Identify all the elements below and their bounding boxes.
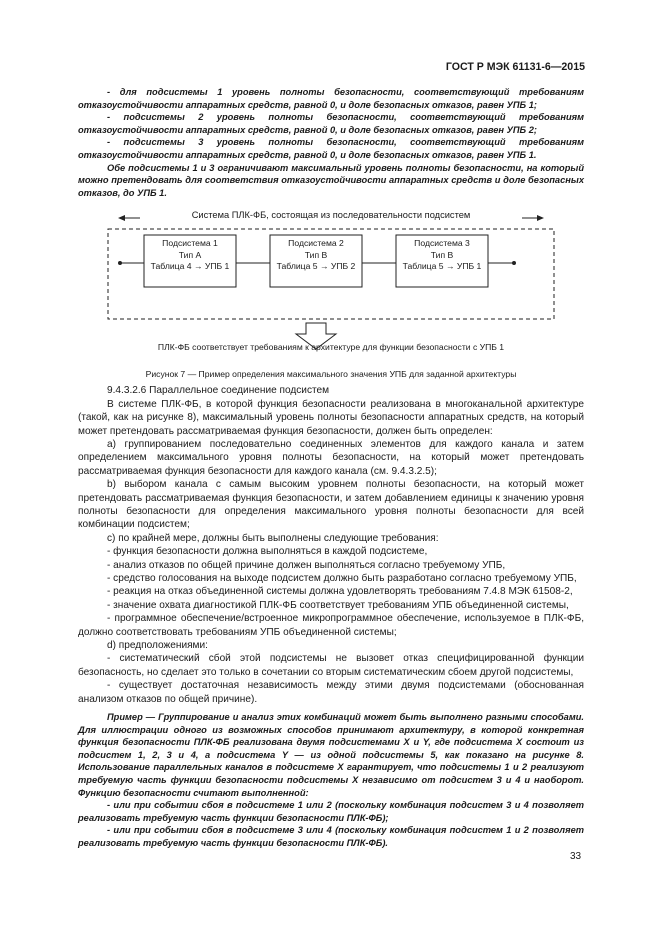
body-paragraph: - реакция на отказ объединенной системы должна удовлетворять требованиям 7.4.8 МЭК 61508-2, [107, 586, 573, 598]
section-body [78, 384, 584, 706]
subsystem-table: Таблица 5 → УПБ 1 [402, 261, 482, 272]
subsystem-table: Таблица 5 → УПБ 2 [276, 261, 356, 272]
subsystem-type: Тип B [430, 249, 454, 260]
body-paragraph: - анализ отказов по общей причине должен выполняться согласно требуемому УПБ, [107, 559, 506, 571]
intro-list [78, 86, 584, 199]
body-paragraph: - программное обеспечение/встроенное микропрограммное обеспечение, используемое в ПЛК-ФБ, должно соответствовать требованиям УПБ объединенной системы; [78, 613, 584, 638]
subsystem-name: Подсистема 1 [162, 238, 218, 249]
subsystem-2-text [270, 238, 362, 273]
body-paragraph: c) по крайней мере, должны быть выполнены следующие требования: [107, 532, 439, 544]
left-arrowhead [118, 215, 125, 221]
body-paragraph: - средство голосования на выходе подсистем должно быть разработано согласно требуемому УПБ, [107, 573, 577, 585]
figure-7-diagram [78, 205, 584, 363]
page-content [78, 86, 584, 850]
example-item: - или при событии сбоя в подсистеме 3 или 4 (поскольку комбинация подсистем 1 и 2 позволяет реализовать требуемую часть функции безопасности ПЛК-ФБ). [78, 825, 584, 849]
example-paragraph: Пример — Группирование и анализ этих комбинаций может быть выполнено разными способами. Для иллюстрации одного из возможных способов принимают архитектуру, в которой конкретная функция безопасности ПЛК-ФБ реализована двумя подсистемами X и Y, где подсистема X состоит из подсистем 1, 2, 3 и 4, а подсистема Y — из одной подсистемы 5, как показано на рисунке 8. Использование параллельных каналов в подсистеме X гарантирует, что подсистемы 1 и 2 реализуют требуемую часть функции безопасности подсистемы X независимо от подсистем 3 и 4 и наоборот. Функцию безопасности считают выполненной: [78, 712, 584, 798]
input-dot [118, 261, 122, 265]
body-paragraph: - функция безопасности должна выполняться в каждой подсистеме, [107, 546, 428, 558]
subsystem-type: Тип A [178, 249, 202, 260]
subsystem-name: Подсистема 2 [288, 238, 344, 249]
subsystem-name: Подсистема 3 [414, 238, 470, 249]
figure-caption: Рисунок 7 — Пример определения максимального значения УПБ для заданной архитектуры [145, 369, 517, 380]
body-paragraph: В системе ПЛК-ФБ, в которой функция безопасности реализована в многоканальной архитектуре (такой, как на рисунке 8), максимальный уровень полноты безопасности аппаратных средств, на который может претендовать рассматриваемая функция безопасности, должен быть определен: [78, 398, 584, 437]
subsystem-table: Таблица 4 → УПБ 1 [150, 261, 230, 272]
page-number: 33 [570, 851, 582, 862]
body-paragraph: d) предположениями: [107, 640, 208, 652]
compliance-statement: ПЛК-ФБ соответствует требованиям к архитектуре для функции безопасности с УПБ 1 [157, 342, 505, 353]
right-arrowhead [537, 215, 544, 221]
subsystem-type: Тип B [304, 249, 328, 260]
diagram-graphics [78, 205, 584, 363]
subsystem-3-text [396, 238, 488, 273]
intro-item: - для подсистемы 1 уровень полноты безопасности, соответствующий требованиям отказоустойчивости аппаратных средств, равной 0, и доле безопасных отказов, равен УПБ 1; [78, 87, 584, 110]
example-block [78, 711, 584, 850]
body-paragraph: a) группированием последовательно соединенных элементов для каждого канала и затем определением максимального уровня полноты безопасности, на который может претендовать рассматриваемая функция безопасности для каждого канала (см. 9.4.3.2.5); [78, 438, 584, 477]
example-item: - или при событии сбоя в подсистеме 1 или 2 (поскольку комбинация подсистем 3 и 4 позволяет реализовать требуемую часть функции безопасности ПЛК-ФБ); [78, 800, 584, 823]
system-label: Система ПЛК-ФБ, состоящая из последовательности подсистем [191, 210, 471, 221]
intro-item: - подсистемы 2 уровень полноты безопасности, соответствующий требованиям отказоустойчивости аппаратных средств, равной 0, и доле безопасных отказов, равен УПБ 2; [78, 112, 584, 135]
intro-item: - подсистемы 3 уровень полноты безопасности, соответствующий требованиям отказоустойчивости аппаратных средств, равной 0, и доле безопасных отказов, равен УПБ 1. [78, 137, 584, 160]
body-paragraph: - значение охвата диагностикой ПЛК-ФБ соответствует требованиям УПБ объединенной системы, [107, 599, 569, 611]
body-paragraph: - существует достаточная независимость между этими двумя подсистемами (обоснованная анализом отказов по общей причине). [78, 680, 584, 705]
output-dot [512, 261, 516, 265]
subsystem-1-text [144, 238, 236, 273]
body-paragraph: - систематический сбой этой подсистемы не вызовет отказ специфицированной функции безопасность, но сделает это только в сочетании со вторым систематическим сбоем другой подсистемы, [78, 653, 584, 678]
body-paragraph: b) выбором канала с самым высоким уровнем полноты безопасности, на который может претендовать рассматриваемая функция безопасности, и затем добавлением единицы к значению уровня полноты безопасности для определения максимального уровня полноты безопасности для всей комбинации подсистем; [78, 479, 584, 531]
section-heading: 9.4.3.2.6 Параллельное соединение подсистем [107, 385, 330, 397]
intro-conclusion: Обе подсистемы 1 и 3 ограничивают максимальный уровень полноты безопасности, на который можно претендовать для соответствия отказоустойчивости аппаратных средств и доле безопасных отказов, до УПБ 1. [78, 162, 584, 198]
standard-code-header: ГОСТ Р МЭК 61131-6—2015 [445, 61, 585, 73]
